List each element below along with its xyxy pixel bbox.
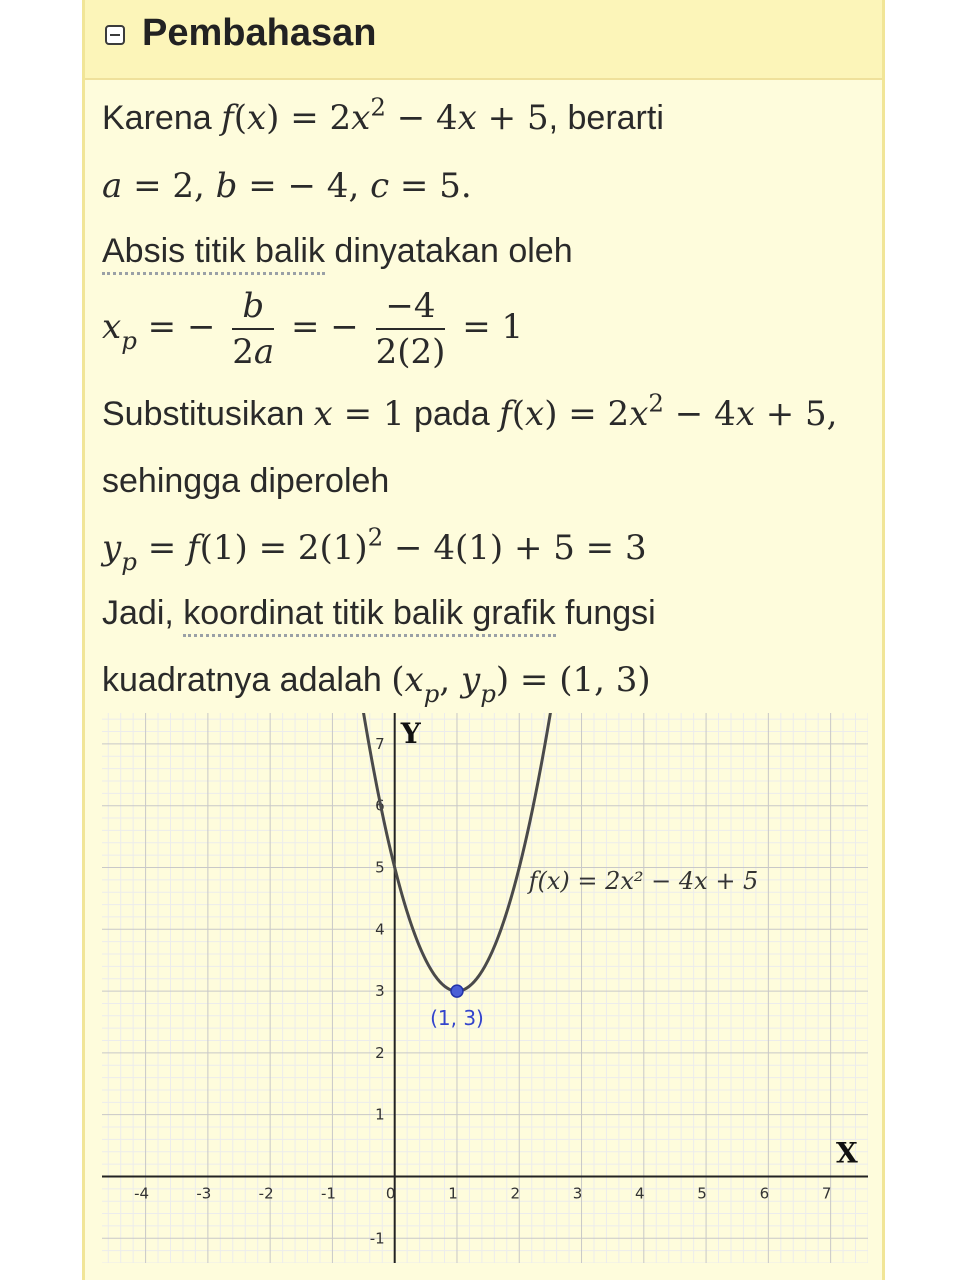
- x-tick-label: 4: [635, 1184, 645, 1203]
- x-tick-label: 0: [385, 1184, 396, 1203]
- y-tick-label: -1: [369, 1229, 385, 1248]
- y-tick-label: 5: [375, 858, 385, 877]
- text-line-1: Karena $f(x) = 2x^2 - 4x + 5$, berarti: [102, 92, 664, 138]
- section-title: Pembahasan: [142, 12, 377, 54]
- y-tick-label: 2: [375, 1043, 385, 1062]
- x-tick-label: -3: [196, 1184, 212, 1203]
- x-tick-label: -1: [320, 1184, 336, 1203]
- curve-label: f(x) = 2x² − 4x + 5: [528, 867, 759, 896]
- collapse-icon[interactable]: [105, 25, 125, 45]
- fraction-b-2a: $\frac{b}{2a}$: [232, 286, 275, 372]
- y-tick-label: 4: [375, 920, 385, 939]
- x-tick-label: 6: [759, 1184, 770, 1203]
- vertex-label: (1, 3): [430, 1006, 484, 1031]
- x-axis-label: X: [836, 1136, 858, 1170]
- glossary-link-absis[interactable]: Absis titik balik: [102, 232, 325, 275]
- text-line-8: Jadi, koordinat titik balik grafik fungsi: [102, 594, 656, 633]
- x-tick-label: 1: [448, 1184, 458, 1203]
- formula-yp: $y_p = f(1) = 2(1)^2 - 4(1) + 5 = 3$: [102, 522, 647, 577]
- text-line-2: a = 2, b = − 4, c = 5.: [102, 166, 472, 206]
- formula-xp: $x_p$ = − $\frac{b}{2a}$ = − $\frac{-4}{2(2)}$ = 1: [102, 286, 524, 372]
- x-tick-label: -2: [258, 1184, 274, 1203]
- x-tick-label: 5: [697, 1184, 707, 1203]
- function-graph: [102, 713, 868, 1263]
- text-line-6: sehingga diperoleh: [102, 462, 390, 500]
- text-line-3: Absis titik balik dinyatakan oleh: [102, 232, 573, 271]
- text-line-9: kuadratnya adalah ($x_p$, $y_p) = (1$, 3): [102, 660, 651, 709]
- x-tick-label: -4: [134, 1184, 150, 1203]
- y-tick-label: 7: [375, 734, 385, 753]
- x-tick-label: 2: [510, 1184, 521, 1203]
- fraction-neg4: $\frac{-4}{2(2)}$: [375, 286, 446, 372]
- solution-header[interactable]: [85, 0, 882, 80]
- y-tick-label: 6: [375, 796, 385, 815]
- vertex-point: [451, 985, 463, 997]
- y-axis-label: Y: [400, 717, 421, 750]
- x-tick-label: 3: [572, 1184, 583, 1203]
- y-tick-label: 1: [375, 1105, 385, 1124]
- text-line-5: Substitusikan x = 1 pada $f(x) = 2x^2 - 4x + 5$,: [102, 388, 838, 434]
- x-tick-label: 7: [821, 1184, 832, 1203]
- y-tick-label: 3: [375, 982, 385, 1001]
- glossary-link-koordinat[interactable]: koordinat titik balik grafik: [183, 594, 555, 637]
